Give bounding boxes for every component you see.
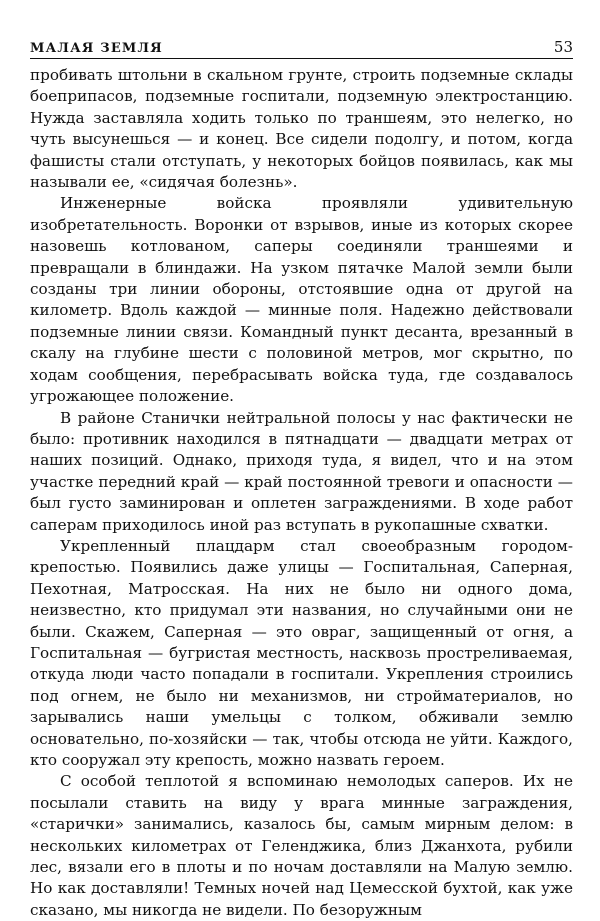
book-page bbox=[30, 36, 573, 921]
paragraph-engineering-troops: Инженерные войска проявляли удивительную изобретательность. Воронки от взрывов, иные из которых скорее назовешь котлованом, саперы соединяли траншеями и превращали в блиндажи. На узком пятачке Малой земли были созданы три линии обороны, отстоявшие одна от другой на километр. Вдоль каждой — минные поля. Надежно действовали подземные линии связи. Командный пункт десанта, врезанный в скалу на глубине шести с половиной метров, мог скрытно, по ходам сообщения, перебрасывать войска туда, где создавалось угрожающее положение. bbox=[30, 194, 573, 406]
paragraph-stanichka: В районе Станички нейтральной полосы у нас фактически не было: противник находился в пятнадцати — двадцати метрах от наших позиций. Однако, приходя туда, я видел, что и на этом участке передний край — край постоянной тревоги и опасности — был густо заминирован и оплетен заграждениями. В ходе работ саперам приходилось иной раз вступать в рукопашные схватки. bbox=[30, 408, 573, 534]
body-text bbox=[30, 65, 573, 921]
running-title: МАЛАЯ ЗЕМЛЯ bbox=[30, 41, 163, 56]
paragraph-continuation: пробивать штольни в скальном грунте, строить подземные склады боеприпасов, подземные госпитали, подземную электростанцию. Нужда заставляла ходить только по траншеям, это нелегко, но чуть высунешься — и конец. Все сидели подолгу, и потом, когда фашисты стали отступать, у некоторых бойцов появилась, как мы называли ее, «сидячая болезнь». bbox=[30, 66, 573, 192]
paragraph-fortress-city: Укрепленный плацдарм стал своеобразным городом-крепостью. Появились даже улицы — Госпитальная, Саперная, Пехотная, Матросская. На них не было ни одного дома, неизвестно, кто придумал эти названия, но случайными они не были. Скажем, Саперная — это овраг, защищенный от огня, а Госпитальная — бугристая местность, насквозь простреливаемая, откуда люди часто попадали в госпитали. Укрепления строились под огнем, не было ни механизмов, ни стройматериалов, но зарывались наши умельцы с толком, обживали землю основательно, по-хозяйски — так, чтобы отсюда не уйти. Каждого, кто сооружал эту крепость, можно назвать героем. bbox=[30, 536, 573, 769]
page-number: 53 bbox=[553, 38, 573, 56]
running-head bbox=[30, 36, 573, 59]
paragraph-old-sappers: С особой теплотой я вспоминаю немолодых саперов. Их не посылали ставить на виду у врага минные заграждения, «старички» занимались, казалось бы, самым мирным делом: в нескольких километрах от Геленджика, близ Джанхота, рубили лес, вязали его в плоты и по ночам доставляли на Малую землю. Но как доставляли! Темных ночей над Цемесской бухтой, как уже сказано, мы никогда не видели. По безоружным bbox=[30, 772, 573, 919]
